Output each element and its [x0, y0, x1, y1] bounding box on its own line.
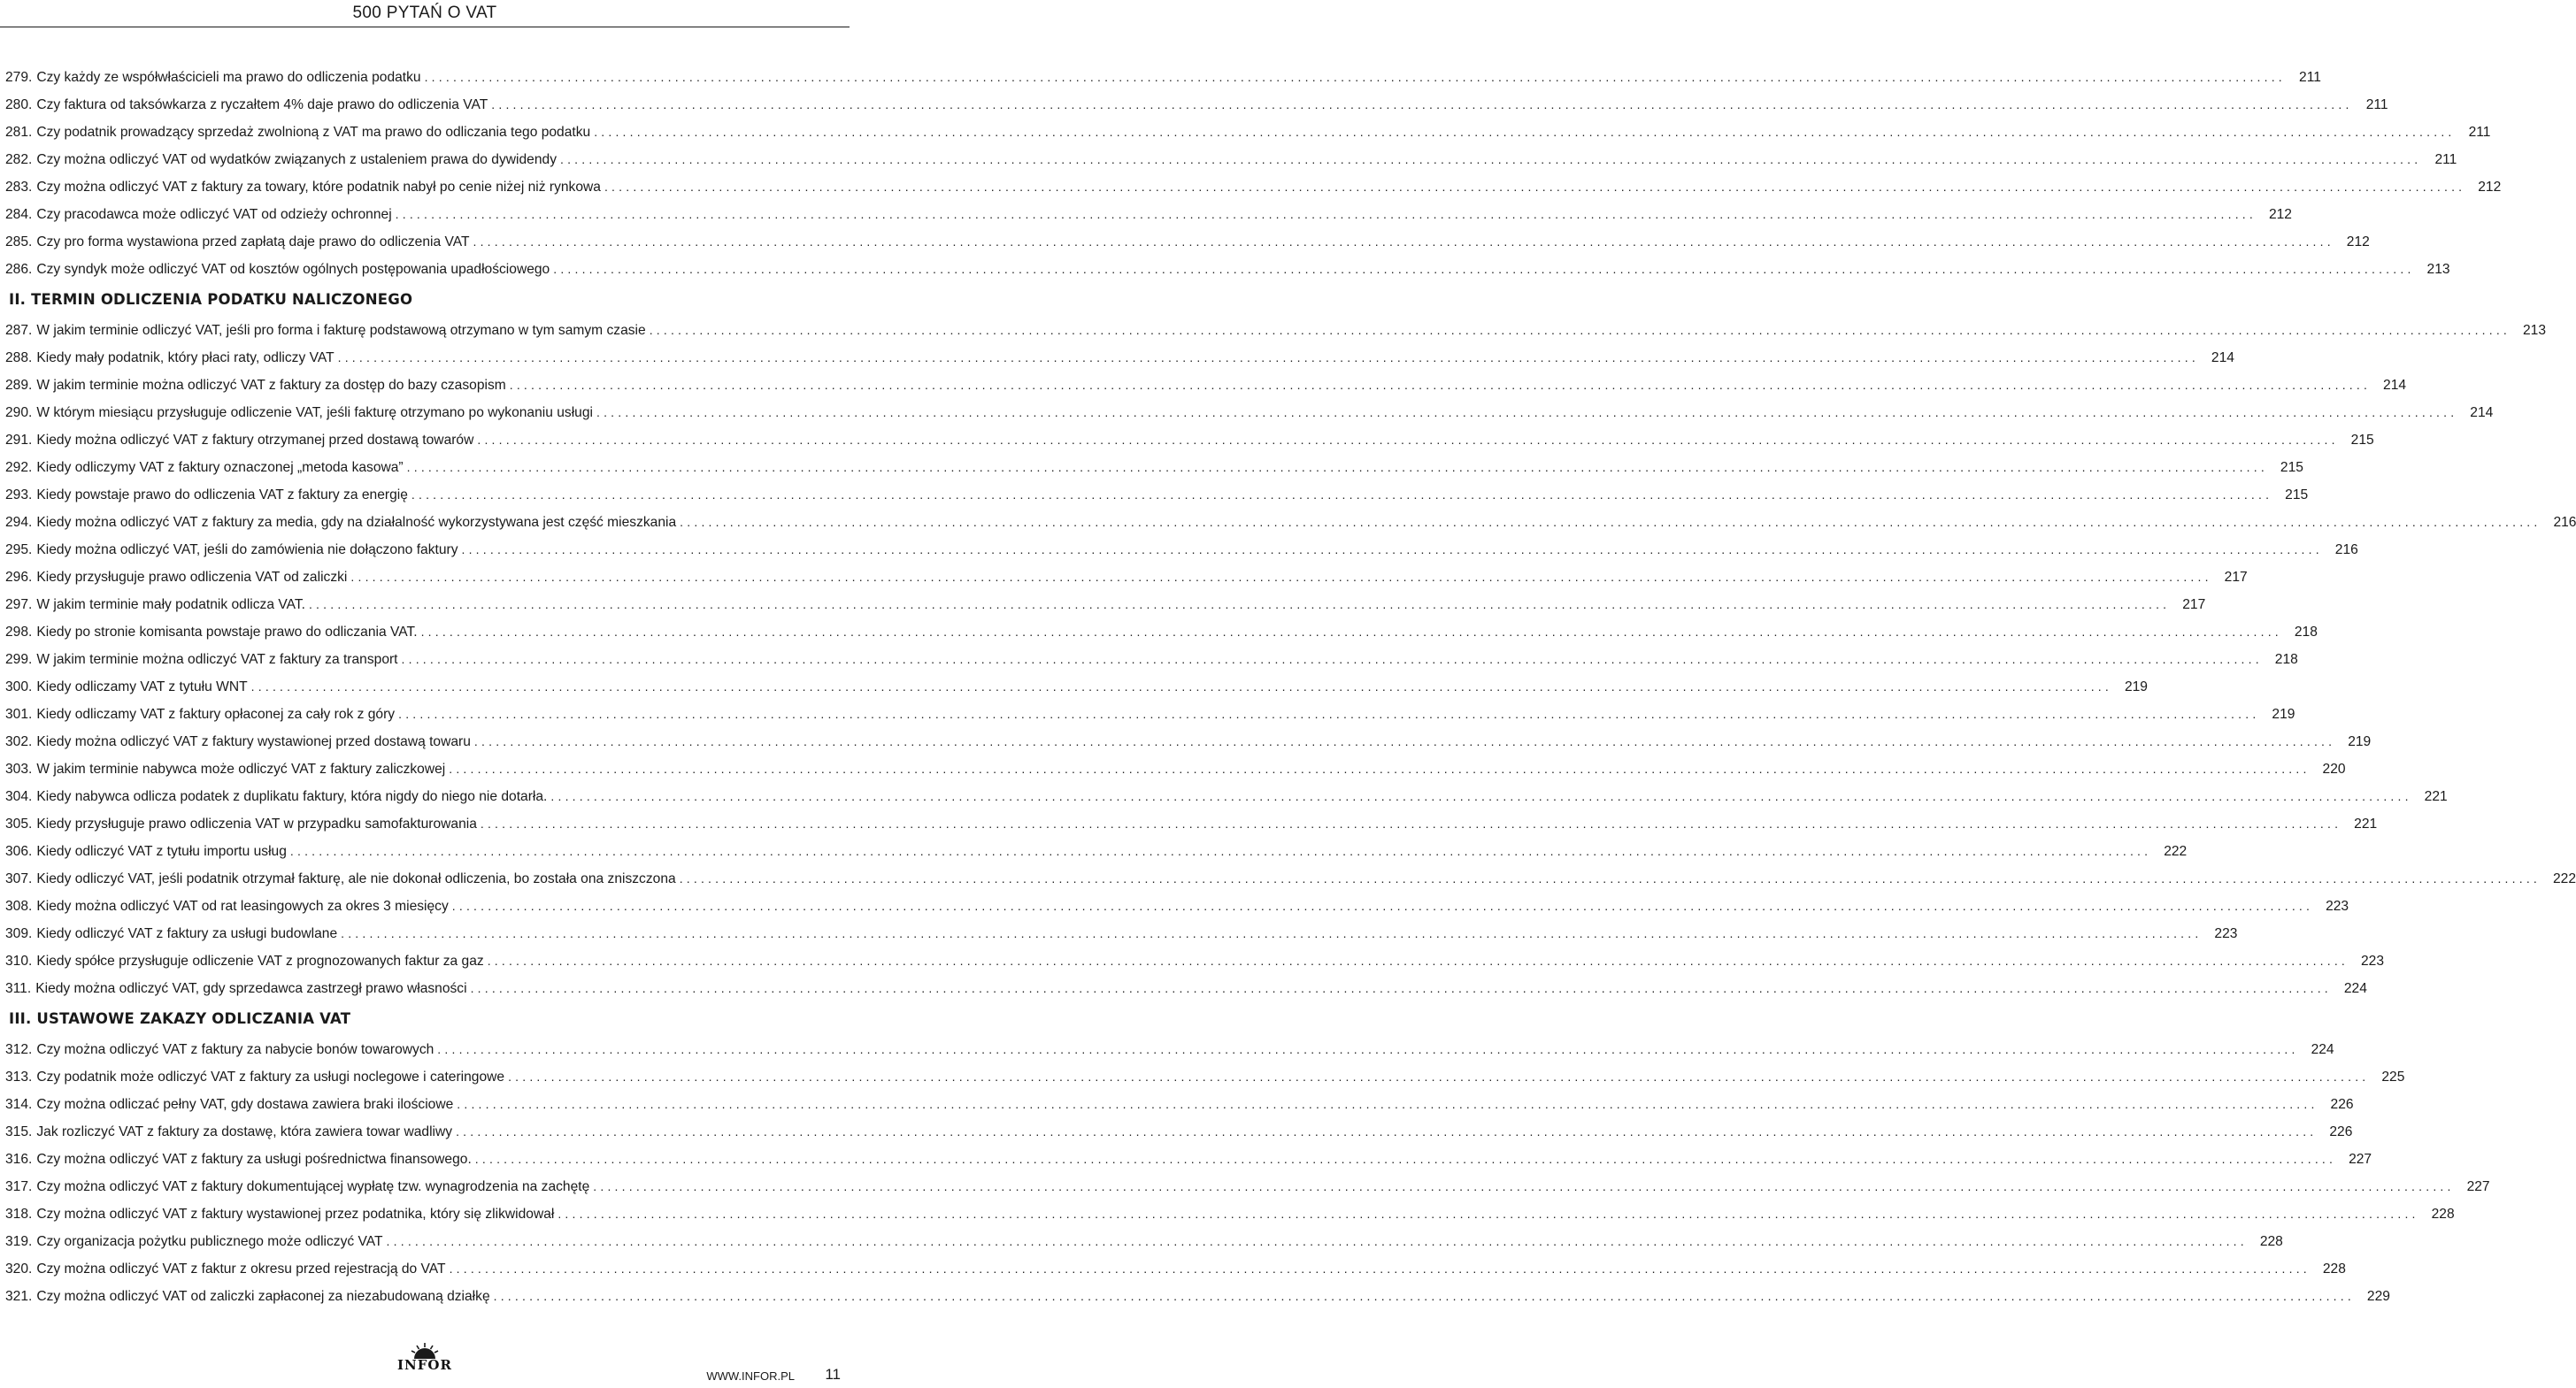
toc-entry: [5, 673, 2148, 701]
entry-page: 223: [2360, 954, 2385, 969]
dot-leader: [510, 372, 2371, 399]
toc-entry: [5, 1063, 2405, 1091]
entry-number: 287.: [5, 323, 33, 338]
logo-text: INFOR: [397, 1357, 452, 1373]
toc-entry: [5, 1173, 2490, 1200]
entry-page: 222: [2164, 844, 2188, 859]
toc-entry: [5, 591, 2206, 618]
entry-title: Czy podatnik może odliczyć VAT z faktury za usługi noclegowe i cateringowe: [36, 1070, 505, 1085]
entry-page: 216: [2553, 515, 2576, 530]
toc-entry: [5, 865, 2576, 893]
entry-number: 286.: [5, 262, 33, 277]
entry-title: Kiedy mały podatnik, który płaci raty, odliczy VAT: [36, 350, 334, 365]
toc-entry: [5, 1200, 2455, 1228]
entry-title: Kiedy można odliczyć VAT z faktury wystawionej przed dostawą towaru: [36, 734, 471, 749]
entry-page: 219: [2124, 679, 2148, 694]
dot-leader: [398, 701, 2259, 728]
entry-page: 224: [2343, 981, 2367, 996]
entry-page: 228: [2322, 1261, 2346, 1277]
toc-entry: [5, 755, 2346, 783]
entry-number: 299.: [5, 652, 33, 667]
entry-number: 301.: [5, 707, 33, 722]
dot-leader: [680, 509, 2541, 536]
toc-entry: [5, 454, 2303, 481]
entry-page: 219: [2272, 707, 2295, 722]
toc-entry: [5, 1091, 2354, 1118]
toc-entry: [5, 1228, 2283, 1255]
entry-page: 215: [2285, 487, 2309, 502]
entry-title: Kiedy powstaje prawo do odliczenia VAT z faktury za energię: [36, 487, 408, 502]
publisher-logo: [370, 1343, 480, 1378]
entry-title: Kiedy nabywca odlicza podatek z duplikatu faktury, która nigdy do niego nie dotarła.: [36, 789, 548, 804]
entry-page: 212: [2478, 180, 2502, 195]
dot-leader: [450, 1255, 2311, 1283]
toc-entry: [5, 509, 2576, 536]
toc-entry: [5, 728, 2372, 755]
entry-number: 291.: [5, 433, 33, 448]
dot-leader: [553, 256, 2414, 283]
toc-entry: [5, 317, 2547, 344]
entry-page: 212: [2346, 234, 2370, 249]
entry-number: 307.: [5, 871, 33, 886]
entry-page: 229: [2366, 1289, 2390, 1304]
entry-title: Jak rozliczyć VAT z faktury za dostawę, która zawiera towar wadliwy: [36, 1124, 453, 1139]
entry-title: Kiedy można odliczyć VAT, jeśli do zamówienia nie dołączono faktury: [36, 542, 458, 557]
dot-leader: [604, 173, 2465, 201]
entry-number: 281.: [5, 125, 33, 140]
entry-number: 284.: [5, 207, 33, 222]
entry-page: 228: [2431, 1207, 2455, 1222]
entry-number: 300.: [5, 679, 33, 694]
entry-title: W jakim terminie mały podatnik odlicza VAT.: [36, 597, 305, 612]
dot-leader: [471, 975, 2332, 1002]
entry-title: Kiedy po stronie komisanta powstaje prawo do odliczania VAT.: [36, 625, 418, 640]
entry-number: 292.: [5, 460, 33, 475]
entry-title: Czy organizacja pożytku publicznego może odliczyć VAT: [36, 1234, 383, 1249]
entry-page: 217: [2224, 570, 2248, 585]
entry-page: 218: [2294, 625, 2318, 640]
dot-leader: [488, 947, 2349, 975]
footer-url: WWW.INFOR.PL: [706, 1369, 795, 1383]
entry-page: 216: [2334, 542, 2358, 557]
entry-title: W jakim terminie można odliczyć VAT z faktury za dostęp do bazy czasopism: [36, 378, 506, 393]
dot-leader: [421, 618, 2282, 646]
dot-leader: [437, 1036, 2298, 1063]
entry-number: 316.: [5, 1152, 33, 1167]
dot-leader: [462, 536, 2323, 564]
toc-entry: [5, 1118, 2353, 1146]
toc-entry: [5, 618, 2318, 646]
toc-entry: [5, 536, 2358, 564]
entry-page: 222: [2552, 871, 2576, 886]
entry-number: 304.: [5, 789, 33, 804]
entry-title: Kiedy odliczamy VAT z faktury opłaconej za cały rok z góry: [36, 707, 396, 722]
entry-title: Czy pro forma wystawiona przed zapłatą daje prawo do odliczenia VAT: [36, 234, 470, 249]
toc-entry: [5, 372, 2407, 399]
dot-leader: [449, 755, 2310, 783]
toc-entry: [5, 1255, 2346, 1283]
entry-number: 298.: [5, 625, 33, 640]
dot-leader: [475, 1146, 2336, 1173]
entry-number: 279.: [5, 70, 33, 85]
entry-page: 225: [2381, 1070, 2405, 1085]
toc-entry: [5, 701, 2295, 728]
entry-title: Czy można odliczyć VAT z faktur z okresu przed rejestracją do VAT: [36, 1261, 446, 1277]
toc-entry: [5, 947, 2385, 975]
entry-title: W jakim terminie odliczyć VAT, jeśli pro forma i fakturę podstawową otrzymano w tym samym czasie: [36, 323, 646, 338]
entry-number: 294.: [5, 515, 33, 530]
dot-leader: [680, 865, 2541, 893]
entry-number: 302.: [5, 734, 33, 749]
entry-page: 215: [2280, 460, 2303, 475]
entry-title: Kiedy można odliczyć VAT z faktury za media, gdy na działalność wykorzystywana jest część mieszkania: [36, 515, 677, 530]
entry-title: Czy pracodawca może odliczyć VAT od odzieży ochronnej: [36, 207, 392, 222]
entry-number: 312.: [5, 1042, 33, 1057]
entry-title: Czy każdy ze współwłaścicieli ma prawo do odliczenia podatku: [36, 70, 421, 85]
dot-leader: [251, 673, 2112, 701]
toc-entry: [5, 1283, 2390, 1310]
toc-entry: [5, 228, 2370, 256]
entry-number: 295.: [5, 542, 33, 557]
entry-number: 305.: [5, 817, 33, 832]
entry-number: 308.: [5, 899, 33, 914]
entry-title: Kiedy można odliczyć VAT od rat leasingowych za okres 3 miesięcy: [36, 899, 449, 914]
entry-page: 221: [2424, 789, 2448, 804]
entry-page: 212: [2268, 207, 2292, 222]
toc-entry: [5, 146, 2457, 173]
entry-number: 296.: [5, 570, 33, 585]
entry-title: Czy można odliczyć VAT z faktury wystawionej przez podatnika, który się zlikwidował: [36, 1207, 555, 1222]
toc-entry: [5, 119, 2491, 146]
toc-entry: [5, 783, 2448, 810]
entry-number: 282.: [5, 152, 33, 167]
entry-number: 318.: [5, 1207, 33, 1222]
entry-title: Kiedy odliczymy VAT z faktury oznaczonej „metoda kasowa”: [36, 460, 404, 475]
entry-title: Czy można odliczyć VAT z faktury za towary, które podatnik nabył po cenie niżej niż rynkowa: [36, 180, 601, 195]
dot-leader: [402, 646, 2263, 673]
entry-number: 321.: [5, 1289, 33, 1304]
entry-page: 217: [2182, 597, 2206, 612]
entry-number: 319.: [5, 1234, 33, 1249]
entry-number: 313.: [5, 1070, 33, 1085]
dot-leader: [473, 228, 2334, 256]
section-heading: III. USTAWOWE ZAKAZY ODLICZANIA VAT: [9, 1010, 351, 1027]
entry-page: 226: [2329, 1124, 2353, 1139]
entry-title: Czy faktura od taksówkarza z ryczałtem 4% daje prawo do odliczenia VAT: [36, 97, 488, 112]
dot-leader: [290, 838, 2151, 865]
entry-page: 213: [2522, 323, 2547, 338]
entry-title: Kiedy można odliczyć VAT z faktury otrzymanej przed dostawą towarów: [36, 433, 474, 448]
dot-leader: [425, 64, 2286, 91]
dot-leader: [508, 1063, 2369, 1091]
toc-entry: [5, 64, 2321, 91]
entry-title: Czy można odliczać pełny VAT, gdy dostawa zawiera braki ilościowe: [36, 1097, 454, 1112]
toc-entry: [5, 1036, 2334, 1063]
entry-title: Kiedy odliczamy VAT z tytułu WNT: [36, 679, 248, 694]
entry-page: 211: [2434, 152, 2457, 167]
entry-title: Kiedy przysługuje prawo odliczenia VAT od zaliczki: [36, 570, 348, 585]
dot-leader: [341, 920, 2202, 947]
toc-entry: [5, 426, 2374, 454]
entry-number: 303.: [5, 762, 33, 777]
toc-entry: [5, 810, 2378, 838]
entry-number: 280.: [5, 97, 33, 112]
entry-title: Kiedy przysługuje prawo odliczenia VAT w przypadku samofakturowania: [36, 817, 477, 832]
entry-number: 320.: [5, 1261, 33, 1277]
dot-leader: [396, 201, 2257, 228]
entry-number: 290.: [5, 405, 33, 420]
entry-number: 285.: [5, 234, 33, 249]
entry-title: Czy podatnik prowadzący sprzedaż zwolnioną z VAT ma prawo do odliczania tego podatku: [36, 125, 591, 140]
entry-title: Czy można odliczyć VAT z faktury za usługi pośrednictwa finansowego.: [36, 1152, 472, 1167]
entry-page: 228: [2259, 1234, 2283, 1249]
entry-page: 219: [2348, 734, 2372, 749]
entry-page: 223: [2214, 926, 2238, 941]
entry-title: Czy można odliczyć VAT od wydatków związanych z ustaleniem prawa do dywidendy: [36, 152, 557, 167]
entry-number: 309.: [5, 926, 33, 941]
toc-entry: [5, 201, 2292, 228]
entry-title: Kiedy odliczyć VAT z tytułu importu usług: [36, 844, 287, 859]
toc-entry: [5, 1146, 2372, 1173]
entry-page: 218: [2274, 652, 2298, 667]
entry-title: Kiedy można odliczyć VAT, gdy sprzedawca zastrzegł prawo własności: [35, 981, 467, 996]
entry-title: Czy syndyk może odliczyć VAT od kosztów ogólnych postępowania upadłościowego: [36, 262, 550, 277]
entry-number: 283.: [5, 180, 33, 195]
toc-entry: [5, 173, 2502, 201]
entry-page: 215: [2350, 433, 2374, 448]
entry-title: Kiedy odliczyć VAT, jeśli podatnik otrzymał fakturę, ale nie dokonał odliczenia, bo została ona zniszczona: [36, 871, 676, 886]
dot-leader: [481, 810, 2341, 838]
dot-leader: [474, 728, 2335, 755]
entry-number: 293.: [5, 487, 33, 502]
toc-entry: [5, 481, 2309, 509]
entry-page: 221: [2354, 817, 2378, 832]
toc-entry: [5, 893, 2349, 920]
entry-number: 314.: [5, 1097, 33, 1112]
entry-page: 224: [2311, 1042, 2334, 1057]
entry-title: Kiedy spółce przysługuje odliczenie VAT z prognozowanych faktur za gaz: [36, 954, 484, 969]
toc-entry: [5, 91, 2388, 119]
dot-leader: [309, 591, 2170, 618]
entry-page: 213: [2426, 262, 2450, 277]
entry-page: 214: [2211, 350, 2234, 365]
entry-page: 211: [2299, 70, 2321, 85]
entry-number: 311.: [5, 981, 32, 996]
dot-leader: [593, 1173, 2454, 1200]
page-header: [0, 0, 850, 27]
entry-number: 315.: [5, 1124, 33, 1139]
entry-page: 226: [2330, 1097, 2354, 1112]
entry-page: 211: [2365, 97, 2388, 112]
entry-title: Czy można odliczyć VAT z faktury za nabycie bonów towarowych: [36, 1042, 434, 1057]
dot-leader: [491, 91, 2352, 119]
dot-leader: [350, 564, 2211, 591]
table-of-contents: [5, 64, 2576, 1310]
dot-leader: [596, 399, 2457, 426]
entry-title: W jakim terminie nabywca może odliczyć VAT z faktury zaliczkowej: [36, 762, 446, 777]
book-title: 500 PYTAŃ O VAT: [352, 4, 497, 22]
dot-leader: [452, 893, 2313, 920]
dot-leader: [557, 1200, 2418, 1228]
entry-page: 214: [2383, 378, 2407, 393]
entry-title: W jakim terminie można odliczyć VAT z faktury za transport: [36, 652, 398, 667]
entry-page: 211: [2468, 125, 2491, 140]
dot-leader: [456, 1118, 2317, 1146]
entry-title: Czy można odliczyć VAT od zaliczki zapłaconej za niezabudowaną działkę: [36, 1289, 490, 1304]
toc-entry: [5, 975, 2367, 1002]
entry-page: 220: [2322, 762, 2346, 777]
entry-title: Kiedy odliczyć VAT z faktury za usługi budowlane: [36, 926, 338, 941]
dot-leader: [494, 1283, 2355, 1310]
entry-page: 227: [2349, 1152, 2372, 1167]
dot-leader: [550, 783, 2411, 810]
entry-number: 317.: [5, 1179, 33, 1194]
dot-leader: [411, 481, 2272, 509]
entry-page: 227: [2466, 1179, 2490, 1194]
entry-page: 214: [2470, 405, 2494, 420]
page-number: 11: [825, 1366, 841, 1383]
toc-entry: [5, 564, 2248, 591]
dot-leader: [457, 1091, 2318, 1118]
entry-title: Czy można odliczyć VAT z faktury dokumentującej wypłatę tzw. wynagrodzenia na zachętę: [36, 1179, 590, 1194]
toc-entry: [5, 256, 2450, 283]
entry-number: 297.: [5, 597, 33, 612]
toc-entry: [5, 646, 2298, 673]
entry-number: 289.: [5, 378, 33, 393]
dot-leader: [407, 454, 2268, 481]
entry-title: W którym miesiącu przysługuje odliczenie VAT, jeśli fakturę otrzymano po wykonaniu usługi: [36, 405, 593, 420]
toc-entry: [5, 344, 2234, 372]
toc-entry: [5, 838, 2188, 865]
section-heading: II. TERMIN ODLICZENIA PODATKU NALICZONEGO: [9, 291, 413, 308]
dot-leader: [477, 426, 2338, 454]
dot-leader: [387, 1228, 2248, 1255]
toc-entry: [5, 920, 2238, 947]
toc-entry: [5, 399, 2494, 426]
entry-number: 310.: [5, 954, 33, 969]
entry-number: 288.: [5, 350, 33, 365]
entry-number: 306.: [5, 844, 33, 859]
dot-leader: [650, 317, 2511, 344]
dot-leader: [594, 119, 2455, 146]
dot-leader: [560, 146, 2421, 173]
dot-leader: [338, 344, 2199, 372]
entry-page: 223: [2326, 899, 2349, 914]
